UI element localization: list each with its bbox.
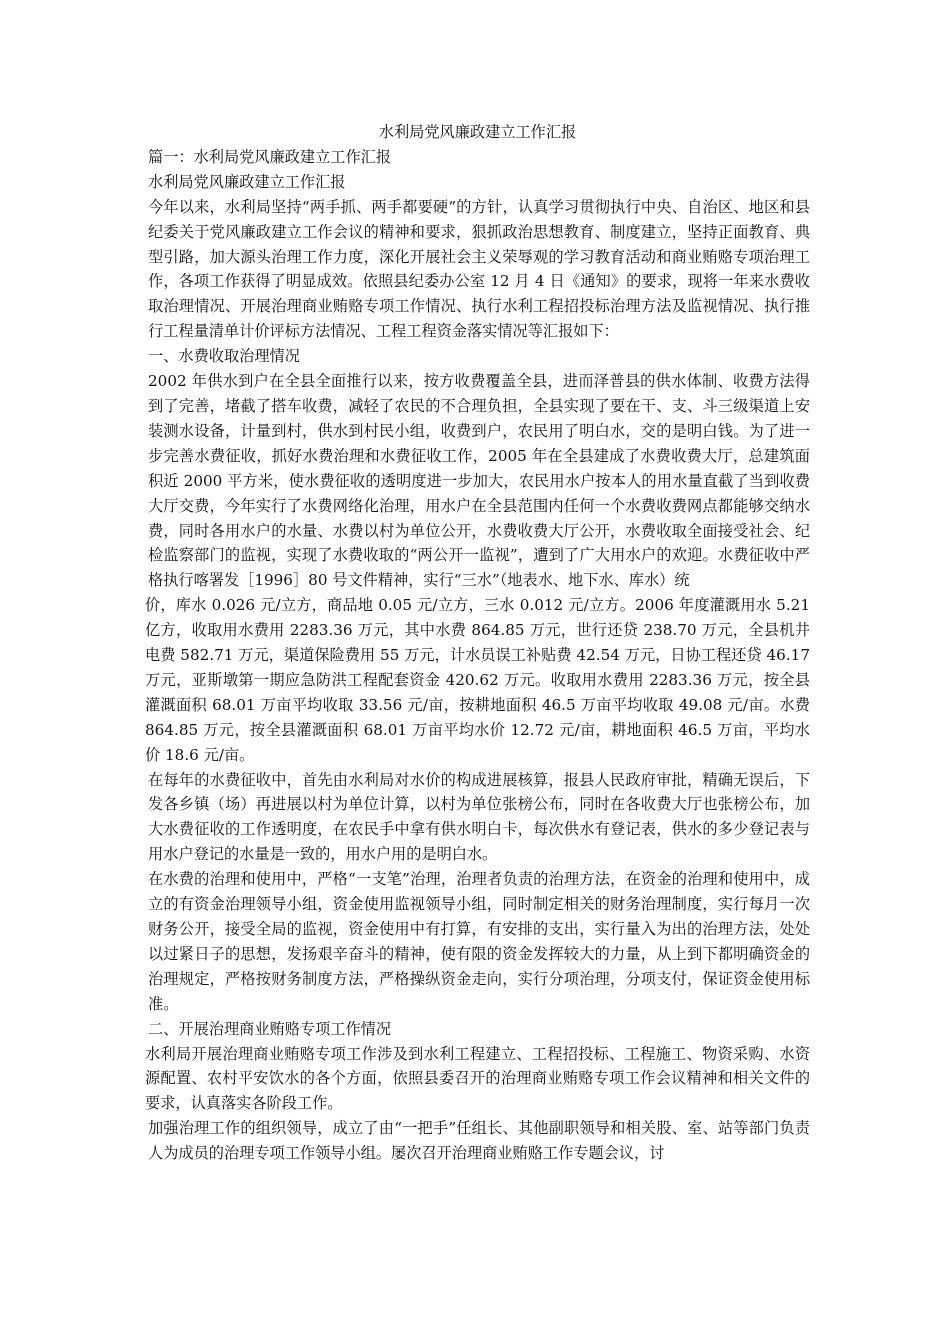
- section-heading: 篇一：水利局党风廉政建立工作汇报: [148, 147, 391, 166]
- paragraph-water-fee-2: 价，库水 0.026 元/立方，商品地 0.05 元/立方，三水 0.012 元/立方。2006 年度灌溉用水 5.21 亿方，收取用水费用 2283.36 万元，其中水费 864.85 万元，世行还贷 238.70 万元，全县机井电费 582.71 万元，渠道保险费用 55 万元，计水员误工补贴费 42.54 万元，日协工程还贷 46.17 万元，亚斯墩第一期应急防洪工程配套资金 420.62 万元。收取用水费用 2283.36 万元，按全县灌溉面积 68.01 万亩平均收取 33.56 元/亩，按耕地面积 46.5 万亩平均收取 49.08 元/亩。水费 864.85 万元，按全县灌溉面积 68.01 万亩平均水价 12.72 元/亩，耕地面积 46.5 万亩，平均水价 18.6 元/亩。: [145, 596, 810, 764]
- paragraph-water-fee-1: 2002 年供水到户在全县全面推行以来，按方收费覆盖全县，进而泽普县的供水体制、收费方法得到了完善，堵截了搭车收费，减轻了农民的不合理负担，全县实现了要在干、支、斗三级渠道上安装测水设备，计量到村，供水到村民小组，收费到户，农民用了明白水，交的是明白钱。为了进一步完善水费征收，抓好水费治理和水费征收工作，2005 年在全县建成了水费收费大厅，总建筑面积近 2000 平方米，使水费征收的透明度进一步加大，农民用水户按本人的用水量直截了当到收费大厅交费，今年实行了水费网络化治理，用水户在全县范围内任何一个水费收费网点都能够交纳水费，同时各用水户的水量、水费以村为单位公开，水费收费大厅公开，水费收取全面接受社会、纪检监察部门的监视，实现了水费收取的“两公开一监视”，遭到了广大用水户的欢迎。水费征收中严格执行喀署发［1996］80 号文件精神，实行“三水”（地表水、地下水、库水）统: [148, 372, 810, 590]
- paragraph-anti-bribery-2: 加强治理工作的组织领导，成立了由“一把手”任组长、其他副职领导和相关股、室、站等部门负责人为成员的治理专项工作领导小组。屡次召开治理商业贿赂工作专题会议，讨: [148, 1119, 810, 1163]
- heading-anti-bribery: 二、开展治理商业贿赂专项工作情况: [148, 1019, 391, 1038]
- paragraph-anti-bribery-1: 水利局开展治理商业贿赂专项工作涉及到水利工程建立、工程招投标、工程施工、物资采购、水资源配置、农村平安饮水的各个方面，依照县委召开的治理商业贿赂专项工作会议精神和相关文件的要求，认真落实各阶段工作。: [145, 1044, 810, 1113]
- document-page: [145, 120, 810, 1166]
- document-title: 水利局党风廉政建立工作汇报: [378, 123, 577, 141]
- paragraph-water-fee-3: 在每年的水费征收中，首先由水利局对水价的构成进展核算，报县人民政府审批，精确无误后，下发各乡镇（场）再进展以村为单位计算，以村为单位张榜公布，同时在各收费大厅也张榜公布，加大水费征收的工作透明度，在农民手中拿有供水明白卡，每次供水有登记表，供水的多少登记表与用水户登记的水量是一致的，用水户用的是明白水。: [148, 770, 810, 864]
- heading-water-fee: 一、水费收取治理情况: [148, 347, 300, 366]
- paragraph-intro: 今年以来，水利局坚持“两手抓、两手都要硬”的方针，认真学习贯彻执行中央、自治区、地区和县纪委关于党风廉政建立工作会议的精神和要求，狠抓政治思想教育、制度建立，坚持正面教育、典型引路，加大源头治理工作力度，深化开展社会主义荣辱观的学习教育活动和商业贿赂专项治理工作，各项工作获得了明显成效。依照县纪委办公室 12 月 4 日《通知》的要求，现将一年来水费收取治理情况、开展治理商业贿赂专项工作情况、执行水利工程招投标治理方法及监视情况、执行推行工程量清单计价评标方法情况、工程工程资金落实情况等汇报如下：: [148, 197, 810, 341]
- paragraph-water-fee-4: 在水费的治理和使用中，严格“一支笔”治理，治理者负责的治理方法，在资金的治理和使用中，成立的有资金治理领导小组，资金使用监视领导小组，同时制定相关的财务治理制度，实行每月一次财务公开，接受全局的监视，资金使用中有打算，有安排的支出，实行量入为出的治理方法，处处以过紧日子的思想，发扬艰辛奋斗的精神，使有限的资金发挥较大的力量，从上到下都明确资金的治理规定，严格按财务制度方法，严格操纵资金走向，实行分项治理，分项支付，保证资金使用标准。: [148, 870, 810, 1013]
- section-subheading: 水利局党风廉政建立工作汇报: [148, 172, 346, 191]
